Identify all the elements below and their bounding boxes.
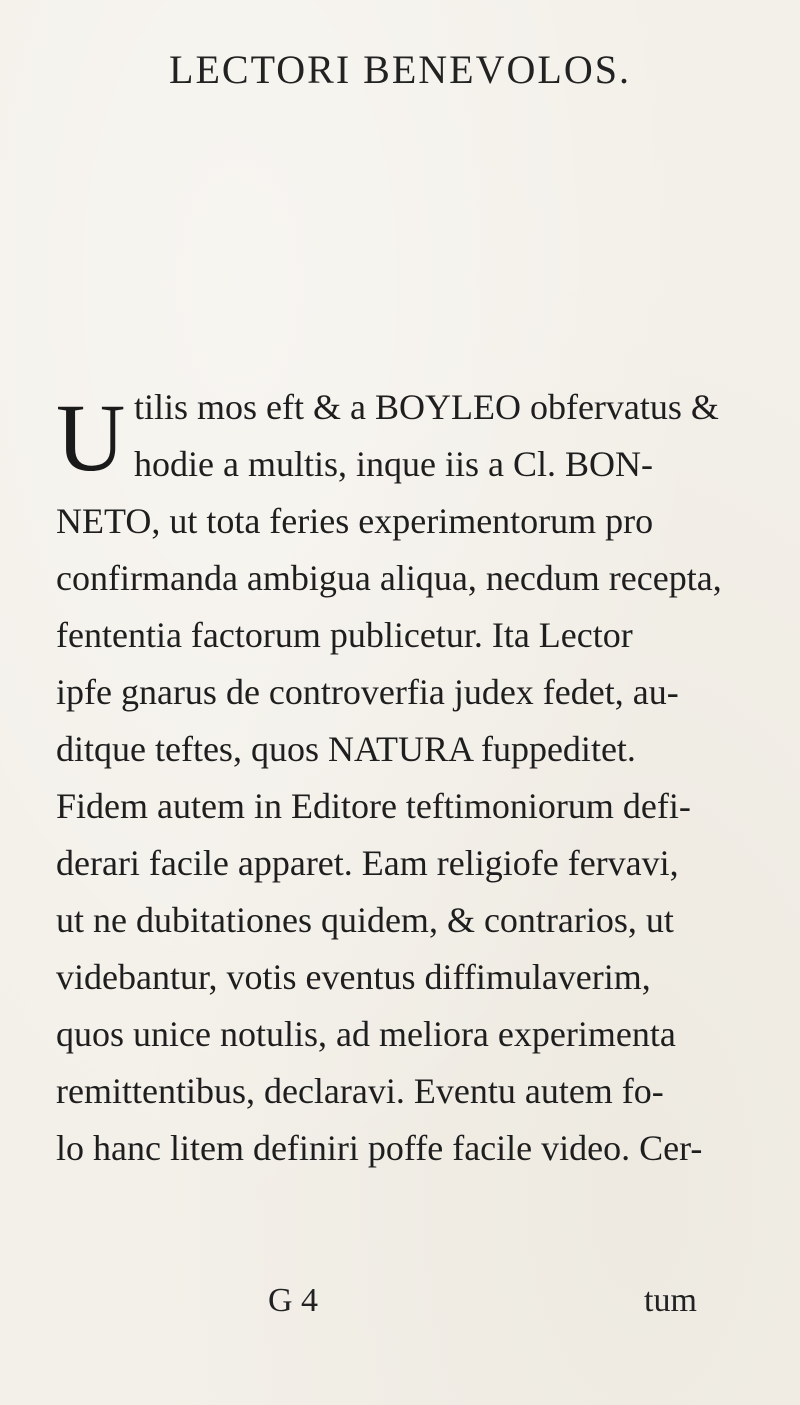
text-line-2: hodie a multis, inque iis a Cl. BON- [134,444,653,484]
text-line-5: fententia factorum publicetur. Ita Lector [56,615,633,655]
text-line-10: ut ne dubitationes quidem, & contrarios, ut [56,900,674,940]
text-line-3: NETO, ut tota feries experimentorum pro [56,501,654,541]
signature-mark: G 4 [268,1282,319,1319]
text-line-13: remittentibus, declaravi. Eventu autem fo- [56,1071,664,1111]
text-line-8: Fidem autem in Editore teftimoniorum defi- [56,786,691,826]
text-line-14: lo hanc litem definiri poffe facile video. Cer- [56,1128,703,1168]
text-line-1: tilis mos eft & a BOYLEO obfervatus & [134,387,719,427]
page-footer [0,1282,800,1332]
catchword: tum [644,1282,697,1319]
text-line-7: ditque teftes, quos NATURA fuppeditet. [56,729,636,769]
text-line-6: ipfe gnarus de controverfia judex fedet, au- [56,672,679,712]
text-line-12: quos unice notulis, ad meliora experimenta [56,1014,676,1054]
text-line-9: derari facile apparet. Eam religiofe fervavi, [56,843,679,883]
text-line-11: videbantur, votis eventus diffimulaverim, [56,957,651,997]
drop-cap-initial: U [56,384,126,491]
text-line-4: confirmanda ambigua aliqua, necdum recepta, [56,558,722,598]
page-heading: LECTORI BENEVOLOS. [169,47,631,92]
